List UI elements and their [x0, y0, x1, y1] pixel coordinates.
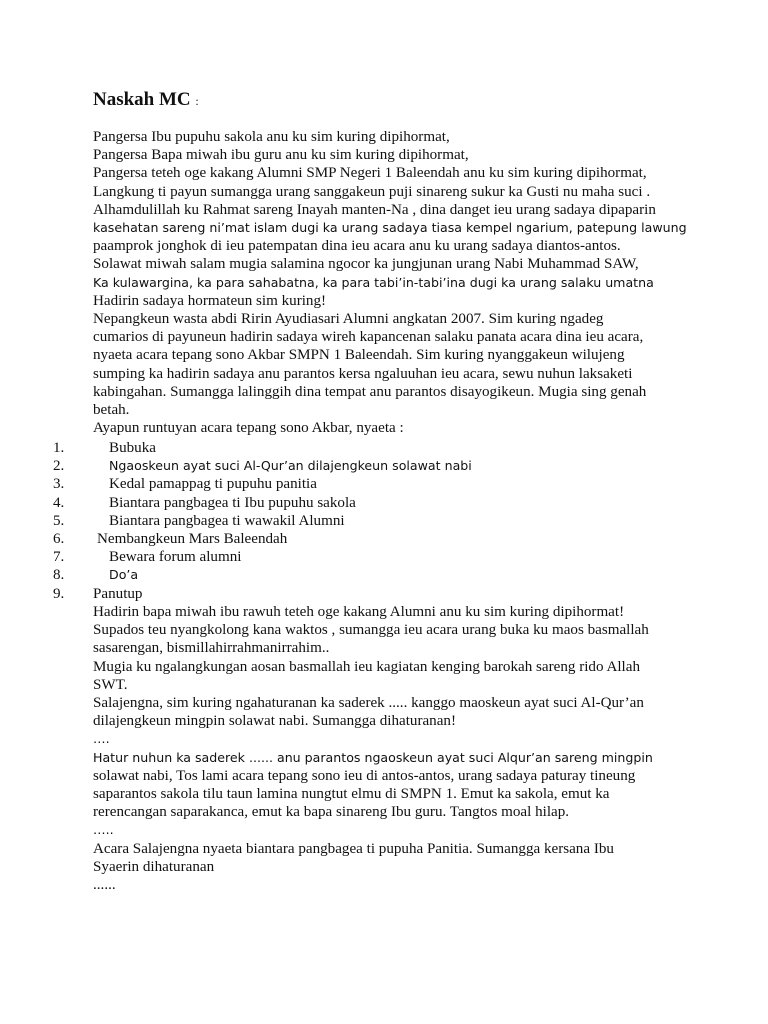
- list-item-number: 6.: [53, 530, 65, 547]
- list-item: [0, 530, 600, 548]
- text-line: rerencangan saparakanca, emut ka bapa sinareng Ibu guru. Tangtos moal hilap.: [93, 804, 570, 821]
- text-line: Langkung ti payun sumangga urang sanggakeun puji sinareng sukur ka Gusti nu maha suci .: [93, 183, 651, 200]
- text-line: nyaeta acara tepang sono Akbar SMPN 1 Baleendah. Sim kuring nyanggakeun wilujeng: [93, 347, 625, 364]
- text-line: dilajengkeun mingpin solawat nabi. Sumangga dihaturanan!: [93, 713, 457, 730]
- agenda-list: [0, 439, 600, 603]
- text-line: Nepangkeun wasta abdi Ririn Ayudiasari Alumni angkatan 2007. Sim kuring ngadeg: [93, 311, 604, 328]
- list-item-text: Nembangkeun Mars Baleendah: [97, 530, 288, 547]
- text-line: saparantos sakola tilu taun lamina nungtut elmu di SMPN 1. Emut ka sakola, emut ka: [93, 786, 610, 803]
- text-line: SWT.: [93, 676, 128, 693]
- list-item-text: Bewara forum alumni: [109, 549, 242, 566]
- text-line: ......: [93, 877, 116, 894]
- text-line: ….: [93, 731, 110, 747]
- list-item: [0, 475, 600, 493]
- list-item: [0, 512, 600, 530]
- text-line: Hatur nuhun ka saderek ...... anu parantos ngaoskeun ayat suci Alqur’an sareng mingpin: [93, 749, 653, 765]
- text-line: Hadirin bapa miwah ibu rawuh teteh oge kakang Alumni anu ku sim kuring dipihormat!: [93, 604, 625, 620]
- document-title: [93, 88, 199, 113]
- list-item-text: Biantara pangbagea ti wawakil Alumni: [109, 512, 345, 529]
- text-line: Hadirin sadaya hormateun sim kuring!: [93, 292, 327, 309]
- list-item: [0, 585, 600, 603]
- list-item: [0, 548, 600, 566]
- text-line: kasehatan sareng ni’mat islam dugi ka urang sadaya tiasa kempel ngarium, patepung lawung: [93, 220, 687, 236]
- text-line: solawat nabi, Tos lami acara tepang sono ieu di antos-antos, urang sadaya paturay tineung: [93, 767, 636, 784]
- text-line: Ka kulawargina, ka para sahabatna, ka para tabi’in-tabi’ina dugi ka urang salaku umatna: [93, 274, 654, 290]
- list-item-text: Panutup: [93, 585, 143, 602]
- text-line: …..: [93, 822, 114, 838]
- text-line: sumping ka hadirin sadaya anu parantos kersa ngaluuhan ieu acara, sewu nuhun laksaketi: [93, 365, 633, 382]
- list-item-text: Biantara pangbagea ti Ibu pupuhu sakola: [109, 494, 356, 511]
- list-item-number: 5.: [53, 512, 65, 529]
- text-line: Pangersa teteh oge kakang Alumni SMP Negeri 1 Baleendah anu ku sim kuring dipihormat,: [93, 165, 647, 182]
- text-line: Acara Salajengna nyaeta biantara pangbagea ti pupuha Panitia. Sumangga kersana Ibu: [93, 840, 614, 857]
- title-colon: :: [195, 94, 199, 108]
- list-item-number: 2.: [53, 458, 65, 475]
- text-line: kabingahan. Sumangga lalinggih dina tempat anu parantos disayogikeun. Mugia sing genah: [93, 383, 647, 400]
- title-text: Naskah MC: [93, 89, 191, 110]
- list-item-number: 3.: [53, 476, 65, 493]
- list-item: [0, 494, 600, 512]
- text-line: Mugia ku ngalangkungan aosan basmallah ieu kagiatan kenging barokah sareng rido Allah: [93, 658, 640, 675]
- opening-paragraphs: [93, 128, 687, 437]
- list-item: [0, 457, 600, 475]
- list-item: [0, 439, 600, 457]
- text-line: Solawat miwah salam mugia salamina ngocor ka jungjunan urang Nabi Muhammad SAW,: [93, 256, 639, 273]
- text-line: cumarios di payuneun hadirin sadaya wireh kapancenan salaku panata acara dina ieu acara,: [93, 329, 644, 346]
- text-line: betah.: [93, 402, 130, 419]
- text-line: Alhamdulillah ku Rahmat sareng Inayah manten-Na , dina danget ieu urang sadaya dipaparin: [93, 201, 656, 218]
- text-line: Supados teu nyangkolong kana waktos , sumangga ieu acara urang buka ku maos basmallah: [93, 622, 649, 639]
- list-item-number: 7.: [53, 549, 65, 566]
- list-item-text: Bubuka: [109, 440, 156, 456]
- list-item-text: Ngaoskeun ayat suci Al-Qur’an dilajengkeun solawat nabi: [109, 458, 472, 474]
- text-line: sasarengan, bismillahirrahmanirrahim..: [93, 640, 330, 657]
- list-item-text: Kedal pamappag ti pupuhu panitia: [109, 476, 317, 493]
- text-line: Pangersa Ibu pupuhu sakola anu ku sim kuring dipihormat,: [93, 129, 450, 145]
- list-item-number: 9.: [53, 585, 65, 602]
- text-line: Syaerin dihaturanan: [93, 858, 215, 875]
- list-item-number: 1.: [53, 440, 65, 456]
- closing-paragraphs: [93, 603, 673, 894]
- list-item-number: 4.: [53, 494, 65, 511]
- text-line: Pangersa Bapa miwah ibu guru anu ku sim kuring dipihormat,: [93, 147, 469, 164]
- text-line: paamprok jonghok di ieu patempatan dina ieu acara anu ku urang sadaya diantos-antos.: [93, 238, 621, 255]
- list-item-text: Do’a: [109, 567, 139, 583]
- text-line: Ayapun runtuyan acara tepang sono Akbar, nyaeta :: [93, 420, 404, 437]
- list-item: [0, 566, 600, 584]
- list-item-number: 8.: [53, 567, 65, 584]
- text-line: Salajengna, sim kuring ngahaturanan ka saderek ..... kanggo maoskeun ayat suci Al-Qur’an: [93, 695, 644, 712]
